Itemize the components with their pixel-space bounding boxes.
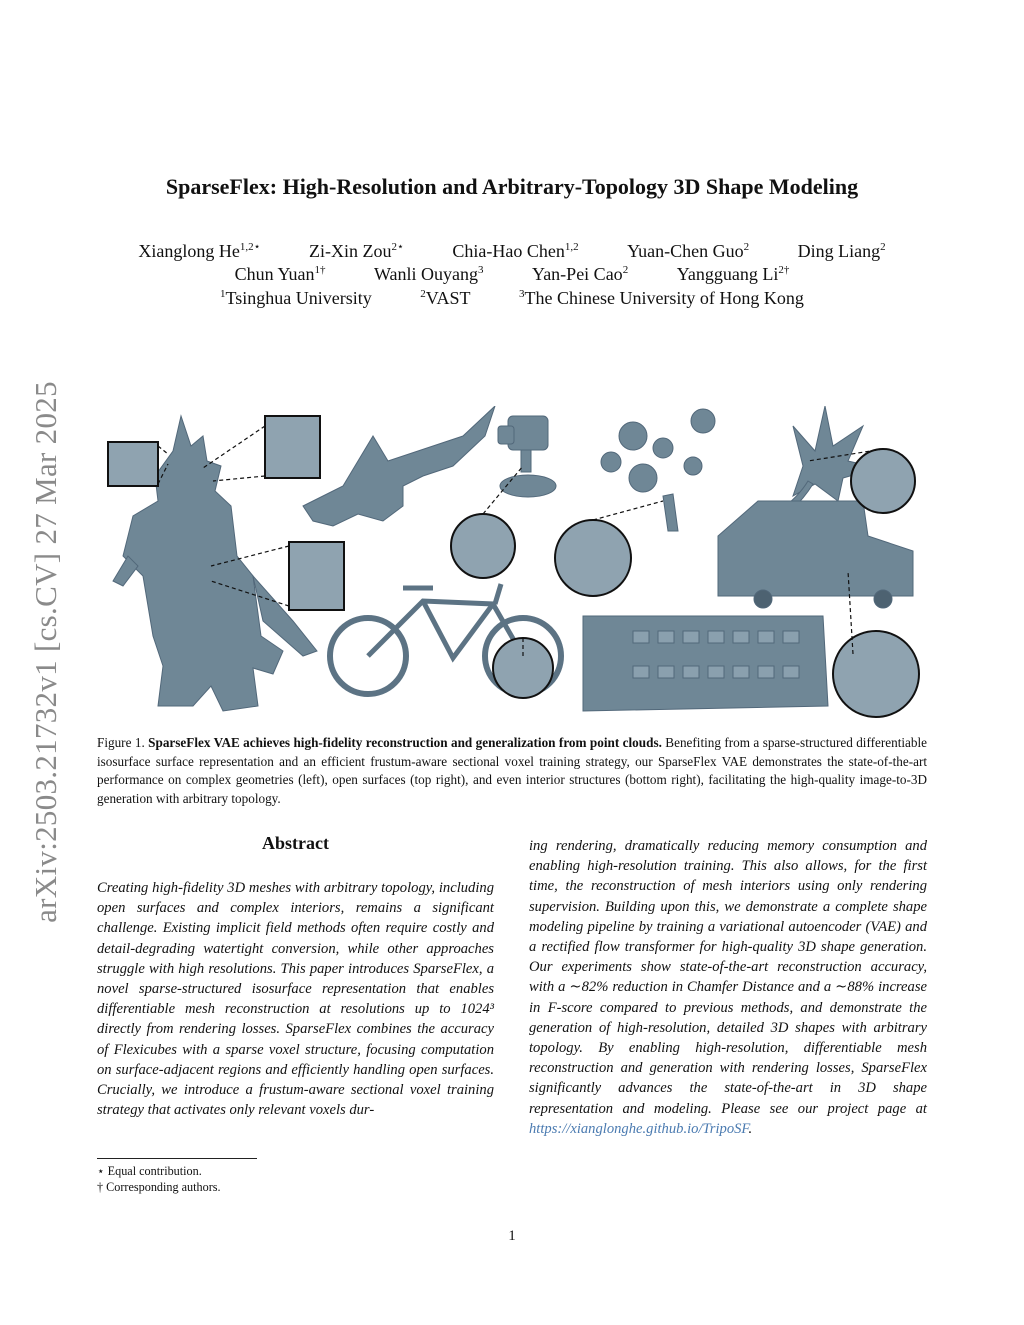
author-row-2 — [90, 264, 934, 285]
affiliation: $^3$The Chinese University of Hong Kong — [518, 288, 804, 308]
dinosaur-mesh — [303, 406, 495, 526]
paper-title: SparseFlex: High-Resolution and Arbitrary-Topology 3D Shape Modeling — [165, 174, 859, 199]
zoom-inset-box — [265, 416, 320, 478]
author: Yan-Pei Cao$^2$ — [532, 264, 629, 284]
zoom-inset-circle — [833, 631, 919, 717]
abstract-column-left: Creating high-fidelity 3D meshes with arbitrary topology, including open surfaces and complex interiors, remains a significant challenge. Existing implicit field methods often require costly and detail-degrading watertight conversion, while other approaches struggle with high resolutions. This paper introduces SparseFlex, a novel sparse-structured isosurface representation that enables differentiable mesh reconstruction at resolutions up to 1024³ directly from rendering losses. SparseFlex combines the accuracy of Flexicubes with a sparse voxel structure, focusing computation on surface-adjacent regions and efficiently handling open surfaces. Crucially, we introduce a frustum-aware sectional voxel training strategy that activates only relevant voxels dur- — [97, 880, 494, 1119]
footnote-corresponding: † Corresponding authors. — [97, 1180, 221, 1194]
footnote-equal-contribution: ⋆ Equal contribution. — [97, 1164, 202, 1178]
arxiv-identifier: arXiv:2503.21732v1 [cs.CV] 27 Mar 2025 — [28, 381, 63, 923]
author: Wanli Ouyang$^3$ — [373, 264, 484, 284]
zoom-inset-circle — [555, 520, 631, 596]
author: Ding Liang$^2$ — [797, 241, 886, 261]
author: Yangguang $Li^{2\dagger}$ — [676, 264, 790, 284]
bus-interior-mesh — [583, 616, 828, 711]
affiliations — [90, 288, 934, 309]
figure-1-mesh-gallery — [103, 406, 923, 724]
author: Yuan-Chen Guo$^2$ — [627, 241, 750, 261]
footnote-rule — [97, 1158, 257, 1159]
abstract-column-right — [529, 836, 927, 1139]
caption-bold: SparseFlex VAE achieves high-fidelity reconstruction and generalization from point clouds. — [148, 735, 662, 750]
zoom-inset-box — [108, 442, 158, 486]
page-number: 1 — [508, 1228, 516, 1244]
figure-caption — [97, 734, 927, 808]
author: Zi-Xin Zou$^{2⋆}$ — [309, 241, 404, 261]
author: Xianglong $He^{1,2⋆}$ — [138, 241, 261, 261]
van-mesh — [718, 501, 913, 608]
zoom-inset-circle — [451, 514, 515, 578]
project-page-link[interactable]: https://xianglonghe.github.io/TripoSF — [529, 1120, 749, 1137]
caption-text: Benefiting from a sparse-structured differentiable isosurface surface representation and an efficient frustum-aware sectional voxel training strategy, our SparseFlex VAE demonstrates the state-of-the-art performance on complex geometries (left), open surfaces (top right), and even interior structures (bottom right), facilitating the high-quality image-to-3D generation with arbitrary topology. — [97, 735, 927, 806]
affiliation: $^2$VAST — [420, 288, 471, 308]
affiliation: $^1$Tsinghua University — [220, 288, 372, 308]
author: Chia-Hao Chen$^{1,2}$ — [452, 241, 579, 261]
author-row-1 — [90, 240, 934, 262]
zoom-inset-circle — [851, 449, 915, 513]
abstract-end: . — [748, 1120, 753, 1137]
abstract-heading: Abstract — [262, 833, 329, 853]
abstract-right-text: ing rendering, dramatically reducing memory consumption and enabling high-resolution training. This also allows, for the first time, the reconstruction of mesh interiors using only rendering supervision. Building upon this, we demonstrate a complete shape modeling pipeline by training a variational autoencoder (VAE) and a rectified flow transformer for high-quality 3D shape generation. Our experiments show state-of-the-art reconstruction accuracy, with a ∼82% reduction in Chamfer Distance and a ∼88% increase in F-score compared to previous methods, and demonstrate the generation of high-resolution, detailed 3D shapes with arbitrary topology. By enabling high-resolution, differentiable mesh reconstruction and generation with rendering losses, SparseFlex significantly advances the state-of-the-art in 3D shape representation and modeling. Please see our project page at — [529, 838, 927, 1117]
caption-label: Figure 1. — [97, 735, 145, 750]
author: Chun Yuan$^{1\dagger}$ — [234, 264, 326, 284]
zoom-inset-box — [289, 542, 344, 610]
